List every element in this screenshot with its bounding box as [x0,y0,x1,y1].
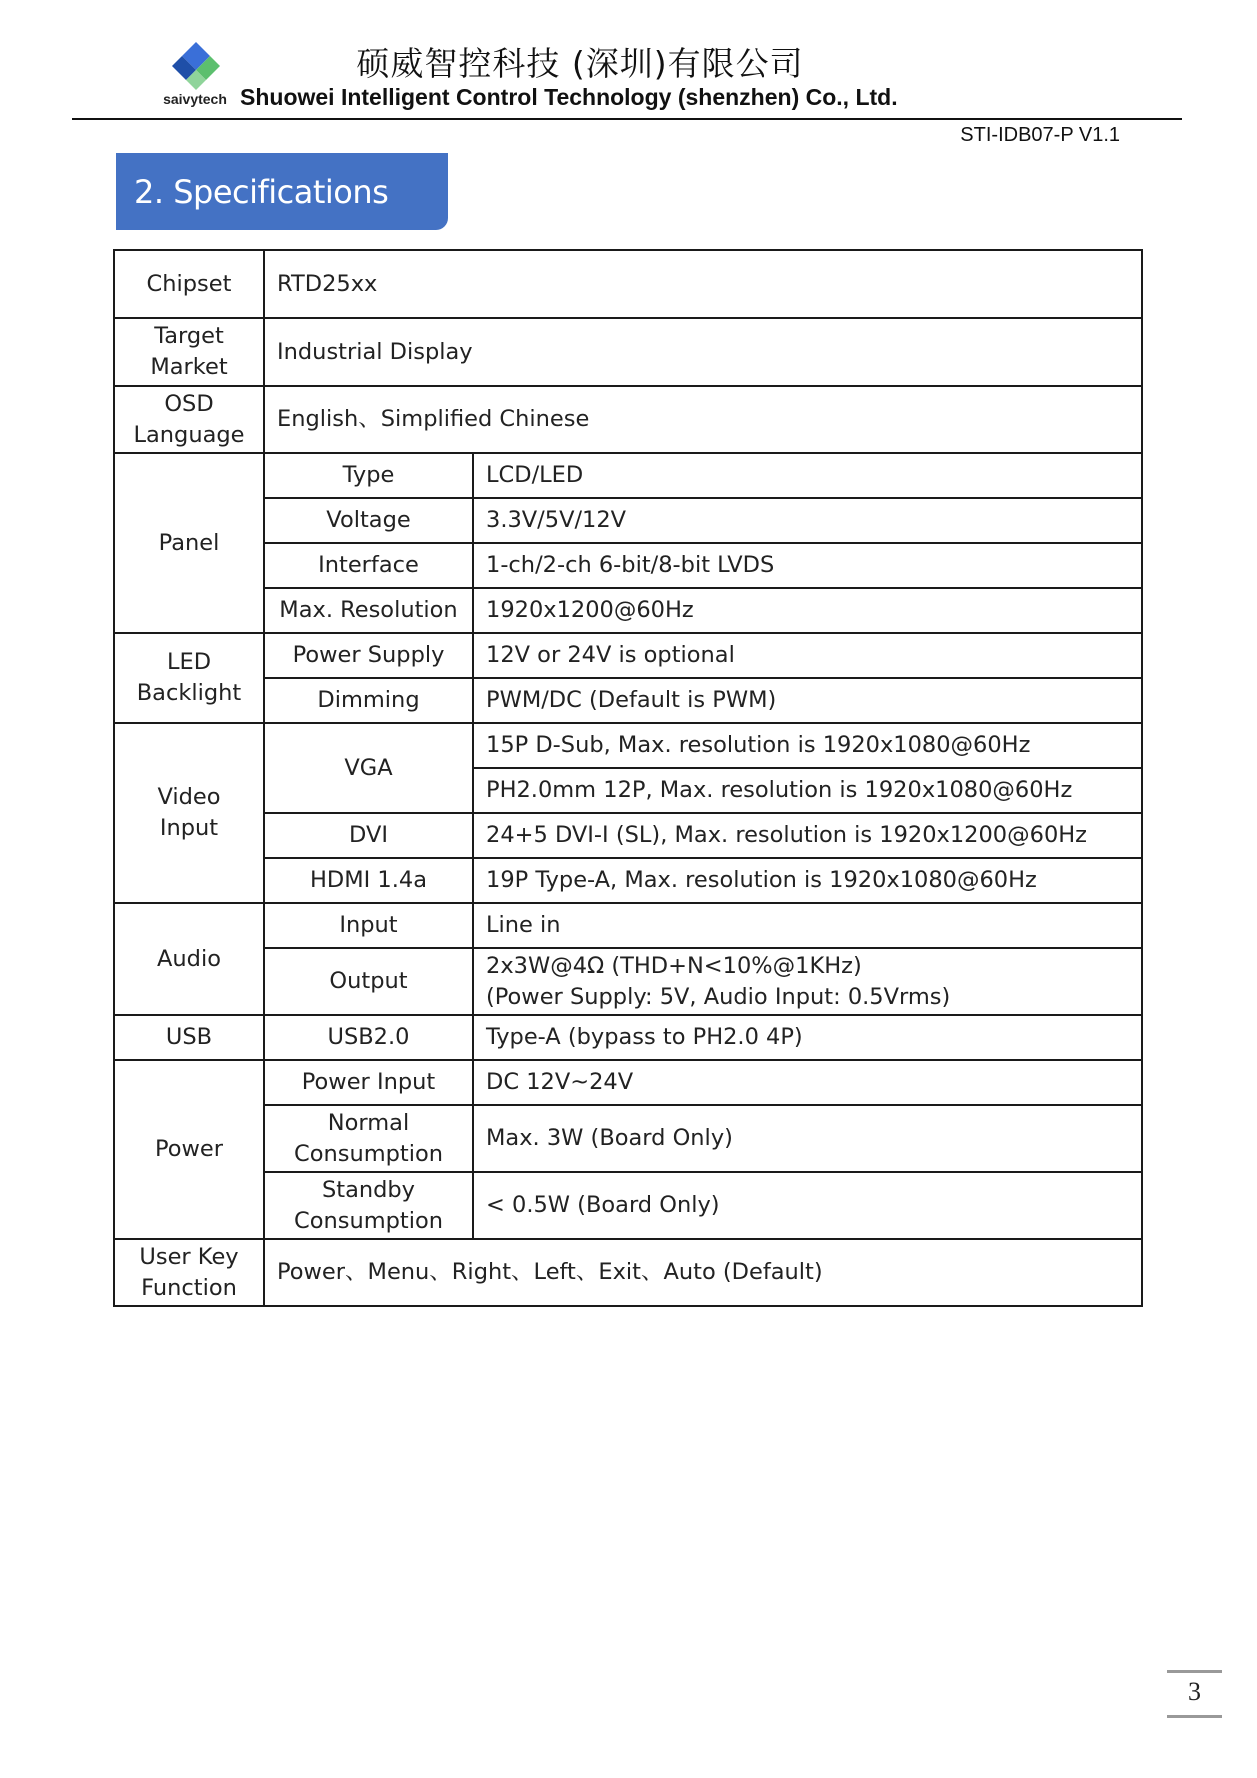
vga-label: VGA [264,723,473,813]
osd-language-label: OSD Language [114,386,264,453]
table-row-audio-output [114,948,1142,1015]
target-market-value: Industrial Display [264,318,1142,386]
document-code: STI-IDB07-P V1.1 [960,124,1120,146]
table-row-audio-input [114,903,1142,948]
specifications-table [113,249,1143,1307]
normal-consumption-label: Normal Consumption [264,1105,473,1172]
panel-max-resolution-label: Max. Resolution [264,588,473,633]
saivytech-logo-icon [170,40,222,92]
panel-type-value: LCD/LED [473,453,1142,498]
user-key-function-value: Power、Menu、Right、Left、Exit、Auto (Default) [264,1239,1142,1306]
audio-label: Audio [114,903,264,1015]
company-name-chinese: 硕威智控科技 (深圳)有限公司 [356,44,804,83]
user-key-function-label: User Key Function [114,1239,264,1306]
panel-label: Panel [114,453,264,633]
chipset-label: Chipset [114,250,264,318]
hdmi-value: 19P Type-A, Max. resolution is 1920x1080@60Hz [473,858,1142,903]
table-row-led-dimming [114,678,1142,723]
panel-interface-label: Interface [264,543,473,588]
company-name-english: Shuowei Intelligent Control Technology (shenzhen) Co., Ltd. [240,84,898,110]
logo-text: saivytech [163,91,227,107]
table-row-video-vga-1 [114,723,1142,768]
usb-value: Type-A (bypass to PH2.0 4P) [473,1015,1142,1060]
table-row-osd-language [114,386,1142,453]
section-title: 2. Specifications [134,173,389,211]
power-input-label: Power Input [264,1060,473,1105]
normal-consumption-value: Max. 3W (Board Only) [473,1105,1142,1172]
company-logo [150,40,240,112]
led-backlight-label: LED Backlight [114,633,264,723]
page-number-rule-bottom [1167,1715,1222,1718]
audio-input-value: Line in [473,903,1142,948]
table-row-panel-type [114,453,1142,498]
chipset-value: RTD25xx [264,250,1142,318]
usb-sub-label: USB2.0 [264,1015,473,1060]
audio-input-label: Input [264,903,473,948]
page-number: 3 [1188,1677,1201,1706]
table-row-panel-interface [114,543,1142,588]
standby-consumption-value: < 0.5W (Board Only) [473,1172,1142,1239]
dvi-value: 24+5 DVI-I (SL), Max. resolution is 1920x1200@60Hz [473,813,1142,858]
dvi-label: DVI [264,813,473,858]
power-label: Power [114,1060,264,1239]
led-power-supply-label: Power Supply [264,633,473,678]
table-row-standby-consumption [114,1172,1142,1239]
usb-label: USB [114,1015,264,1060]
standby-consumption-label: Standby Consumption [264,1172,473,1239]
audio-output-label: Output [264,948,473,1015]
audio-output-value-line-1: 2x3W@4Ω (THD+N<10%@1KHz) [486,952,862,979]
table-row-chipset [114,250,1142,318]
table-row-usb [114,1015,1142,1060]
table-row-panel-max-resolution [114,588,1142,633]
hdmi-label: HDMI 1.4a [264,858,473,903]
panel-interface-value: 1-ch/2-ch 6-bit/8-bit LVDS [473,543,1142,588]
led-dimming-label: Dimming [264,678,473,723]
section-title-banner [116,153,448,230]
led-dimming-value: PWM/DC (Default is PWM) [473,678,1142,723]
target-market-label: Target Market [114,318,264,386]
osd-language-value: English、Simplified Chinese [264,386,1142,453]
table-row-video-dvi [114,813,1142,858]
table-row-normal-consumption [114,1105,1142,1172]
panel-type-label: Type [264,453,473,498]
table-row-power-input [114,1060,1142,1105]
power-input-value: DC 12V~24V [473,1060,1142,1105]
audio-output-value-line-2: (Power Supply: 5V, Audio Input: 0.5Vrms) [486,983,951,1010]
page-number-rule-top [1167,1670,1222,1673]
vga-value-ph20: PH2.0mm 12P, Max. resolution is 1920x1080@60Hz [473,768,1142,813]
vga-value-dsub: 15P D-Sub, Max. resolution is 1920x1080@60Hz [473,723,1142,768]
table-row-led-power-supply [114,633,1142,678]
panel-max-resolution-value: 1920x1200@60Hz [473,588,1142,633]
table-row-target-market [114,318,1142,386]
panel-voltage-value: 3.3V/5V/12V [473,498,1142,543]
table-row-user-key-function [114,1239,1142,1306]
header-divider [72,118,1182,120]
audio-output-value [473,948,1142,1015]
table-row-panel-voltage [114,498,1142,543]
video-input-label: Video Input [114,723,264,903]
led-power-supply-value: 12V or 24V is optional [473,633,1142,678]
table-row-video-hdmi [114,858,1142,903]
panel-voltage-label: Voltage [264,498,473,543]
